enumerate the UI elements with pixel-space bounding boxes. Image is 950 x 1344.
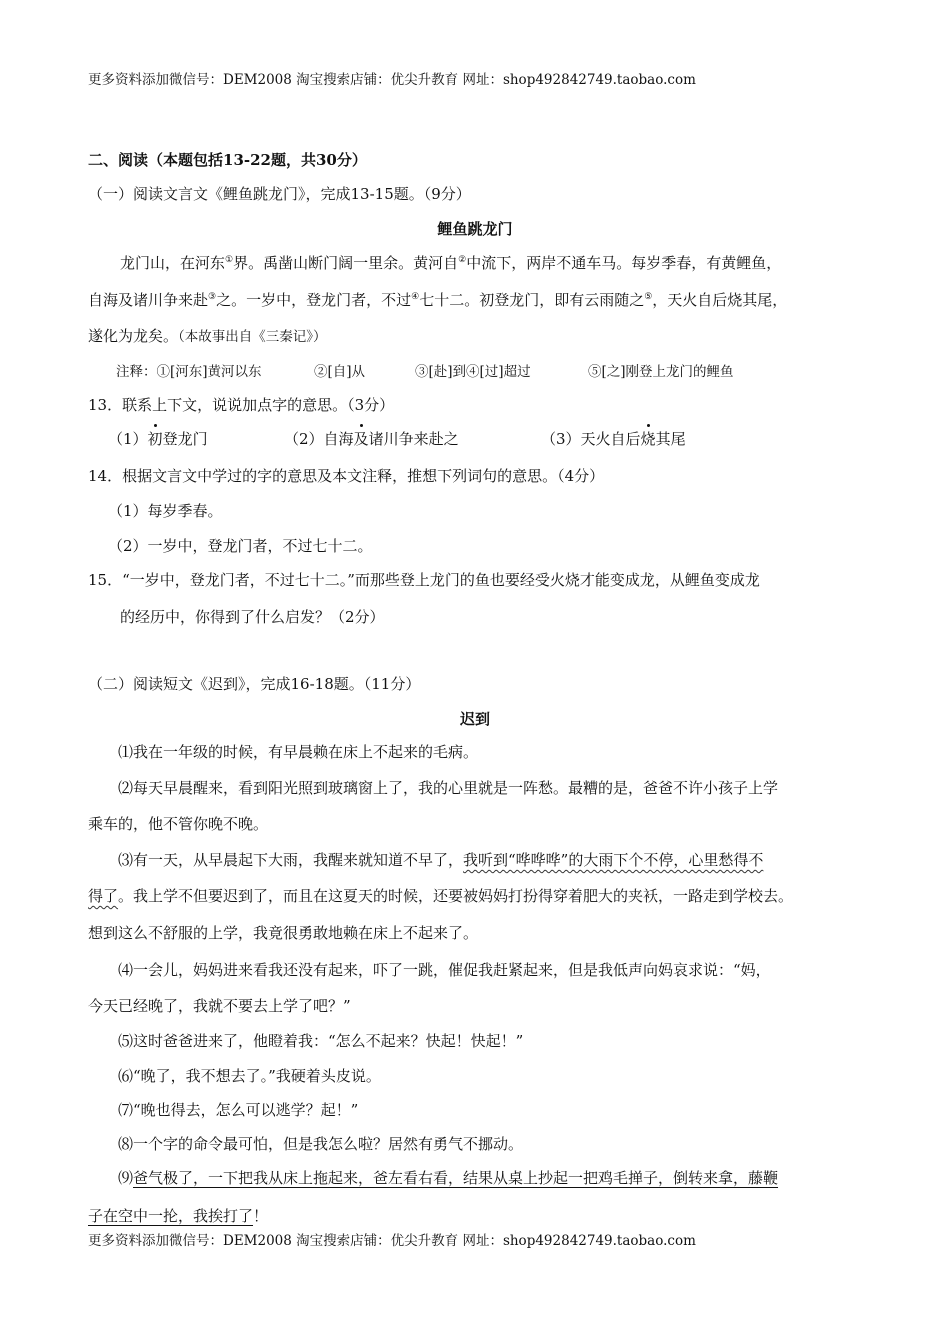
- page-footer: 更多资料添加微信号：DEM2008 淘宝搜索店铺：优尖升教育 网址：shop492842749.taobao.com: [88, 1233, 696, 1249]
- passage-paragraph-1: ⑴我在一年级的时候，有早晨赖在床上不起来的毛病。: [118, 743, 479, 761]
- question-13-stem: 13．联系上下文，说说加点字的意思。（3分）: [88, 396, 395, 414]
- annotation-item: ③[赴]到④[过]超过: [415, 364, 531, 380]
- dotted-character: 烧: [640, 430, 656, 448]
- classical-text-line-1: [120, 253, 781, 273]
- passage-paragraph-6: ⑹“晚了，我不想去了。”我硬着头皮说。: [118, 1067, 381, 1085]
- text-segment: ⑶有一天，从早晨起下大雨，我醒来就知道不早了，: [118, 851, 464, 869]
- footnote-marker: ⑤: [644, 292, 653, 302]
- item-text: 其尾: [655, 430, 686, 448]
- wavy-underlined-text: 我听到“哗哗哗”的大雨下个不停，心里愁得不: [463, 851, 764, 869]
- passage-paragraph-8: ⑻一个字的命令最可怕，但是我怎么啦？居然有勇气不挪动。: [118, 1135, 524, 1153]
- text-segment: 七十二。初登龙门，即有云雨随之: [419, 291, 645, 309]
- passage-paragraph-5: ⑸这时爸爸进来了，他瞪着我：“怎么不起来？快起！快起！”: [118, 1032, 524, 1050]
- question-13-items: [108, 429, 686, 449]
- dotted-character: 初: [147, 430, 163, 448]
- annotation-item: 注释：①[河东]黄河以东: [116, 364, 262, 380]
- passage-paragraph-2-line-2: 乘车的，他不管你晚不晚。: [88, 815, 269, 833]
- text-segment: 中流下，两岸不通车马。每岁季春，有黄鲤鱼，: [466, 254, 782, 272]
- text-segment: 。我上学不但要迟到了，而且在这夏天的时候，还要被妈妈打扮得穿着肥大的夹袄，一路走到学校去。: [118, 887, 794, 905]
- wavy-underlined-text: 得了: [88, 887, 119, 905]
- page-header: 更多资料添加微信号：DEM2008 淘宝搜索店铺：优尖升教育 网址：shop492842749.taobao.com: [88, 72, 696, 88]
- passage-paragraph-3-line-2: [88, 886, 793, 906]
- source-note: （本故事出自《三秦记》）: [178, 329, 327, 345]
- text-segment: 自海及诸川争来赴: [88, 291, 209, 309]
- passage-paragraph-7: ⑺“晚也得去，怎么可以逃学？起！”: [118, 1101, 359, 1119]
- passage-paragraph-3-line-1: [118, 850, 763, 870]
- text-segment: 之。一岁中，登龙门者，不过: [216, 291, 412, 309]
- passage-paragraph-2-line-1: ⑵每天早晨醒来，看到阳光照到玻璃窗上了，我的心里就是一阵愁。最糟的是，爸爸不许小孩子上学: [118, 779, 779, 797]
- passage-paragraph-3-line-3: 想到这么不舒服的上学，我竟很勇敢地赖在床上不起来了。: [88, 924, 479, 942]
- question-14-item-2: （2）一岁中，登龙门者，不过七十二。: [108, 537, 373, 555]
- underlined-text: 爸气极了，一下把我从床上拖起来，爸左看右看，结果从桌上抄起一把鸡毛掸子，倒转来拿，藤鞭: [133, 1169, 779, 1187]
- passage-paragraph-4-line-2: 今天已经晚了，我就不要去上学了吧？”: [88, 997, 351, 1015]
- question-14-item-1: （1）每岁季春。: [108, 502, 223, 520]
- dotted-character: 及: [353, 430, 369, 448]
- part1-intro: （一）阅读文言文《鲤鱼跳龙门》，完成13-15题。（9分）: [88, 185, 471, 203]
- annotations: [116, 362, 734, 382]
- text-segment: 遂化为龙矣。: [88, 327, 179, 345]
- question-14-stem: 14．根据文言文中学过的字的意思及本文注释，推想下列词句的意思。（4分）: [88, 467, 605, 485]
- part2-title: 迟到: [459, 710, 490, 728]
- part2-intro: （二）阅读短文《迟到》，完成16-18题。（11分）: [88, 675, 421, 693]
- classical-text-line-3: [88, 326, 327, 347]
- item-text: （2）自海: [284, 430, 354, 448]
- question-15-line-2: 的经历中，你得到了什么启发？（2分）: [120, 608, 385, 626]
- underlined-text: 子在空中一抡，我挨打了: [88, 1207, 254, 1225]
- text-segment: 龙门山，在河东: [120, 254, 226, 272]
- text-segment: 界。禹凿山断门阔一里余。黄河自: [233, 254, 459, 272]
- annotation-item: ⑤[之]刚登上龙门的鲤鱼: [588, 364, 734, 380]
- footnote-marker: ①: [225, 255, 234, 265]
- footnote-marker: ④: [411, 292, 420, 302]
- footnote-marker: ③: [208, 292, 217, 302]
- annotation-item: ②[自]从: [314, 364, 366, 380]
- item-text: 诸川争来赴之: [368, 430, 459, 448]
- passage-paragraph-9-line-1: [118, 1168, 778, 1188]
- item-text: （3）天火自后: [541, 430, 641, 448]
- item-text: （1）: [108, 430, 148, 448]
- passage-paragraph-4-line-1: ⑷一会儿，妈妈进来看我还没有起来，吓了一跳，催促我赶紧起来，但是我低声向妈哀求说：“妈，: [118, 961, 771, 979]
- footnote-marker: ②: [458, 255, 467, 265]
- item-text: 登龙门: [162, 430, 208, 448]
- part1-title: 鲤鱼跳龙门: [437, 220, 513, 238]
- passage-paragraph-9-line-2: [88, 1206, 268, 1226]
- text-segment: ，天火自后烧其尾，: [652, 291, 788, 309]
- question-13-item-1: [108, 429, 284, 449]
- classical-text-line-2: [88, 290, 787, 310]
- text-segment: ⑼: [118, 1169, 134, 1187]
- question-13-item-2: [284, 429, 541, 449]
- text-segment: ！: [253, 1207, 269, 1225]
- question-15-line-1: 15．“一岁中，登龙门者，不过七十二。”而那些登上龙门的鱼也要经受火烧才能变成龙，从鲤鱼变成龙: [88, 571, 760, 589]
- section-heading: 二、阅读（本题包括13-22题，共30分）: [88, 151, 367, 169]
- question-13-item-3: [541, 429, 686, 449]
